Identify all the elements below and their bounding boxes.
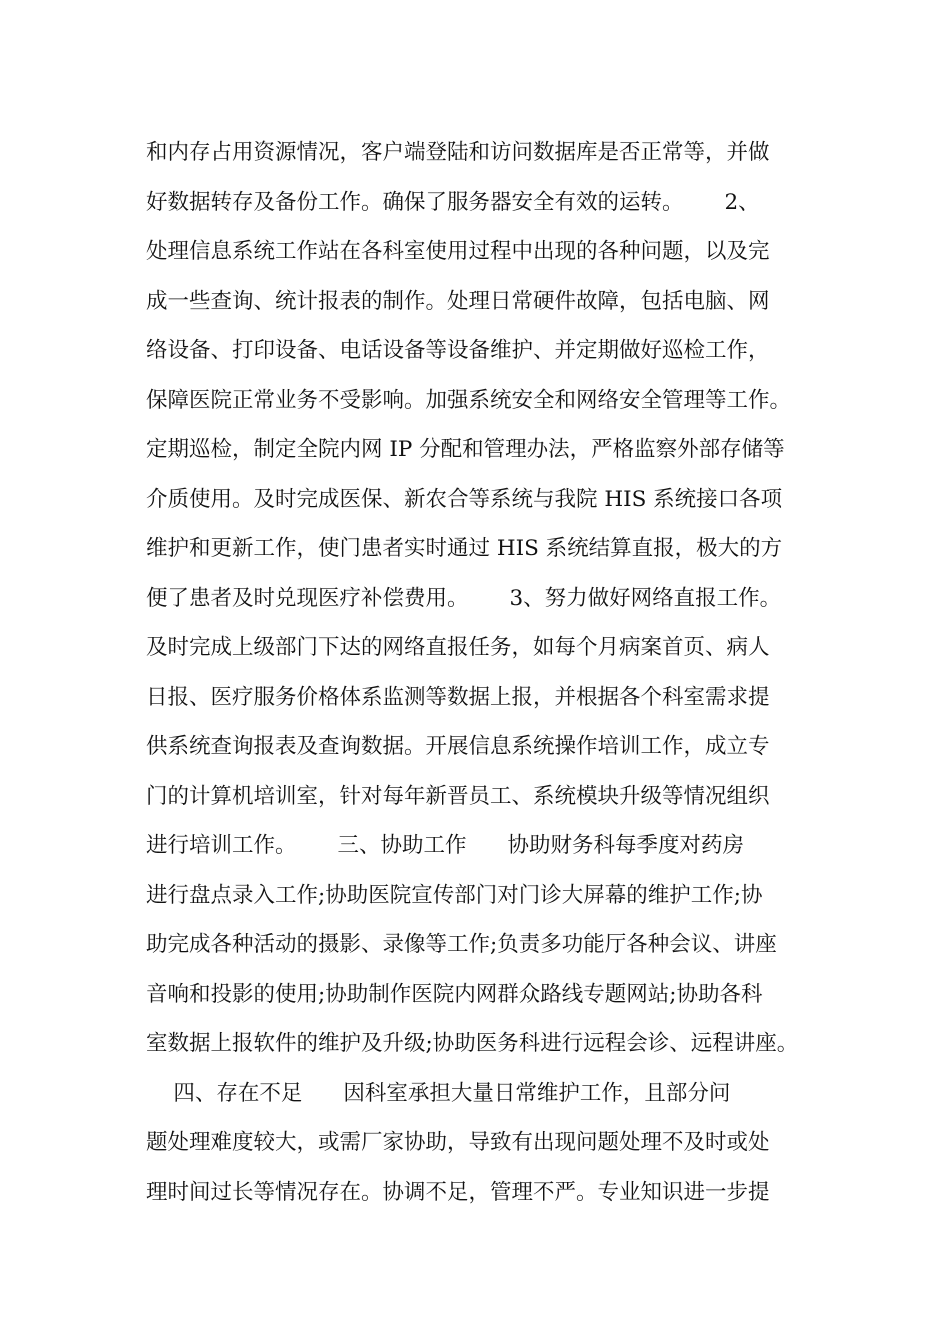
text-line: 保障医院正常业务不受影响。加强系统安全和网络安全管理等工作。 [146, 387, 792, 413]
text-line: 便了患者及时兑现医疗补偿费用。 3、努力做好网络直报工作。 [146, 585, 782, 611]
text-line: 处理信息系统工作站在各科室使用过程中出现的各种问题，以及完 [146, 239, 770, 264]
text-line: 门的计算机培训室，针对每年新晋员工、系统模块升级等情况组织 [146, 783, 770, 809]
text-line: 络设备、打印设备、电话设备等设备维护、并定期做好巡检工作， [146, 338, 770, 363]
text-line: 题处理难度较大，或需厂家协助，导致有出现问题处理不及时或处 [146, 1130, 770, 1155]
text-line: 室数据上报软件的维护及升级;协助医务科进行远程会诊、远程讲座。 [146, 1031, 799, 1056]
text-line: 理时间过长等情况存在。协调不足，管理不严。专业知识进一步提 [146, 1179, 770, 1205]
text-line: 供系统查询报表及查询数据。开展信息系统操作培训工作，成立专 [146, 734, 770, 759]
text-line: 助完成各种活动的摄影、录像等工作;负责多功能厅各种会议、讲座 [146, 932, 777, 957]
text-line: 成一些查询、统计报表的制作。处理日常硬件故障，包括电脑、网 [146, 288, 770, 314]
text-line: 音响和投影的使用;协助制作医院内网群众路线专题网站;协助各科 [146, 981, 763, 1007]
body-text [146, 128, 826, 1217]
text-line: 好数据转存及备份工作。确保了服务器安全有效的运转。 2、 [146, 189, 760, 215]
text-line: 维护和更新工作，使门患者实时通过 HIS 系统结算直报，极大的方 [146, 536, 783, 561]
text-line: 四、存在不足 因科室承担大量日常维护工作，且部分问 [146, 1080, 731, 1106]
text-line: 和内存占用资源情况，客户端登陆和访问数据库是否正常等，并做 [146, 140, 770, 165]
text-line: 日报、医疗服务价格体系监测等数据上报，并根据各个科室需求提 [146, 684, 770, 710]
text-line: 进行盘点录入工作;协助医院宣传部门对门诊大屏幕的维护工作;协 [146, 882, 763, 908]
text-line: 定期巡检，制定全院内网 IP 分配和管理办法，严格监察外部存储等 [146, 437, 785, 462]
text-line: 及时完成上级部门下达的网络直报任务，如每个月病案首页、病人 [146, 635, 770, 660]
text-line: 进行培训工作。 三、协助工作 协助财务科每季度对药房 [146, 833, 745, 858]
text-line: 介质使用。及时完成医保、新农合等系统与我院 HIS 系统接口各项 [146, 486, 783, 512]
